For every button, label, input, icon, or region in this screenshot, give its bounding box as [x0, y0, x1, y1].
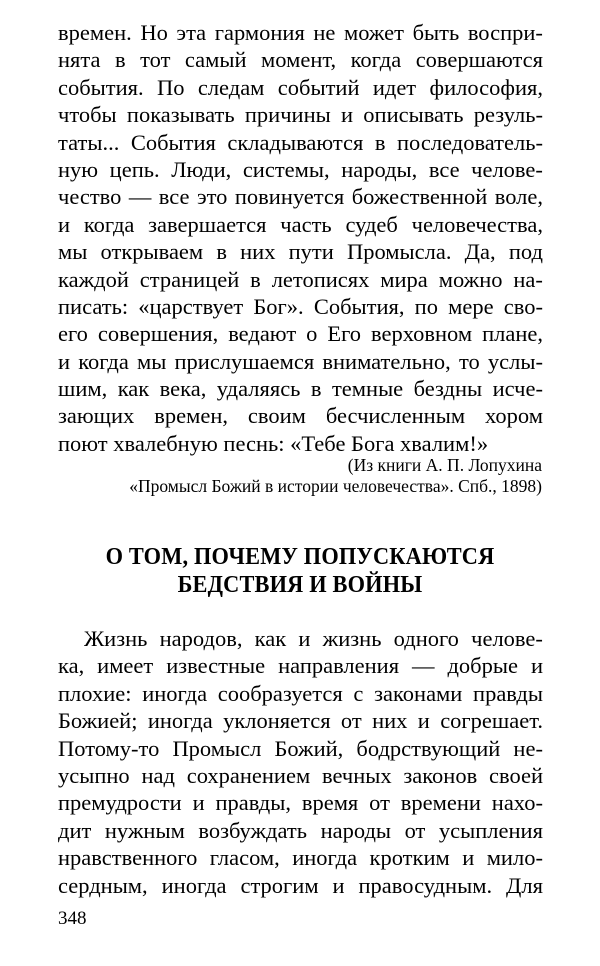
text-line: ную цепь. Люди, системы, народы, все челове- — [58, 156, 543, 182]
section-heading — [21, 543, 579, 599]
text-line: каждой страницей в летописях мира можно на- — [58, 266, 543, 292]
text-line: нравственного гласом, иногда кротким и мило- — [58, 845, 543, 871]
text-line: времен. Но эта гармония не может быть воспри- — [58, 20, 543, 45]
text-line: таты... События складываются в последователь- — [58, 129, 543, 155]
text-line: Потому-то Промысл Божий, бодрствующий не- — [58, 735, 543, 761]
text-line: чество — все это повинуется божественной воле, — [58, 184, 543, 210]
text-line: ка, имеет известные направления — добрые и — [58, 653, 543, 679]
text-line: чтобы показывать причины и описывать резуль- — [58, 102, 543, 128]
text-line: сердным, иногда строгим и правосудным. Для — [58, 872, 543, 898]
text-line: события. По следам событий идет философия, — [58, 74, 543, 100]
paragraph-2 — [58, 625, 543, 899]
citation-line-2: «Промысл Божий в истории человечества». Спб., 1898) — [129, 476, 542, 496]
text-line: поют хвалебную песнь: «Тебе Бога хвалим!» — [58, 430, 489, 456]
text-line: мы открываем в них пути Промысла. Да, под — [58, 239, 543, 265]
text-line: нята в тот самый момент, когда совершаются — [58, 47, 543, 73]
text-line: дит нужным возбуждать народы от усыпления — [58, 817, 543, 843]
text-line: премудрости и правды, время от времени нахо- — [58, 790, 543, 816]
text-line: Жизнь народов, как и жизнь одного челове- — [84, 626, 543, 651]
paragraph-1 — [58, 19, 543, 457]
heading-line-2: БЕДСТВИЯ И ВОЙНЫ — [177, 572, 423, 598]
text-line: его совершения, ведают о Его верховном плане, — [58, 321, 543, 347]
citation-line-1: (Из книги А. П. Лопухина — [347, 455, 542, 475]
text-line: шим, как века, удаляясь в темные бездны исче- — [58, 376, 543, 402]
text-line: и когда мы прислушаемся внимательно, то услы- — [58, 348, 543, 374]
text-line: усыпно над сохранением вечных законов своей — [58, 762, 543, 788]
text-line: зающих времен, своим бесчисленным хором — [58, 403, 543, 429]
text-line: плохие: иногда сообразуется с законами правды — [58, 680, 543, 706]
page-number: 348 — [58, 908, 87, 929]
text-line: Божией; иногда уклоняется от них и согрешает. — [58, 708, 543, 734]
text-line: писать: «царствует Бог». События, по мере сво- — [58, 293, 543, 319]
text-line: и когда завершается часть судеб человечества, — [58, 211, 543, 237]
citation — [129, 455, 542, 497]
heading-line-1: О ТОМ, ПОЧЕМУ ПОПУСКАЮТСЯ — [105, 544, 495, 570]
